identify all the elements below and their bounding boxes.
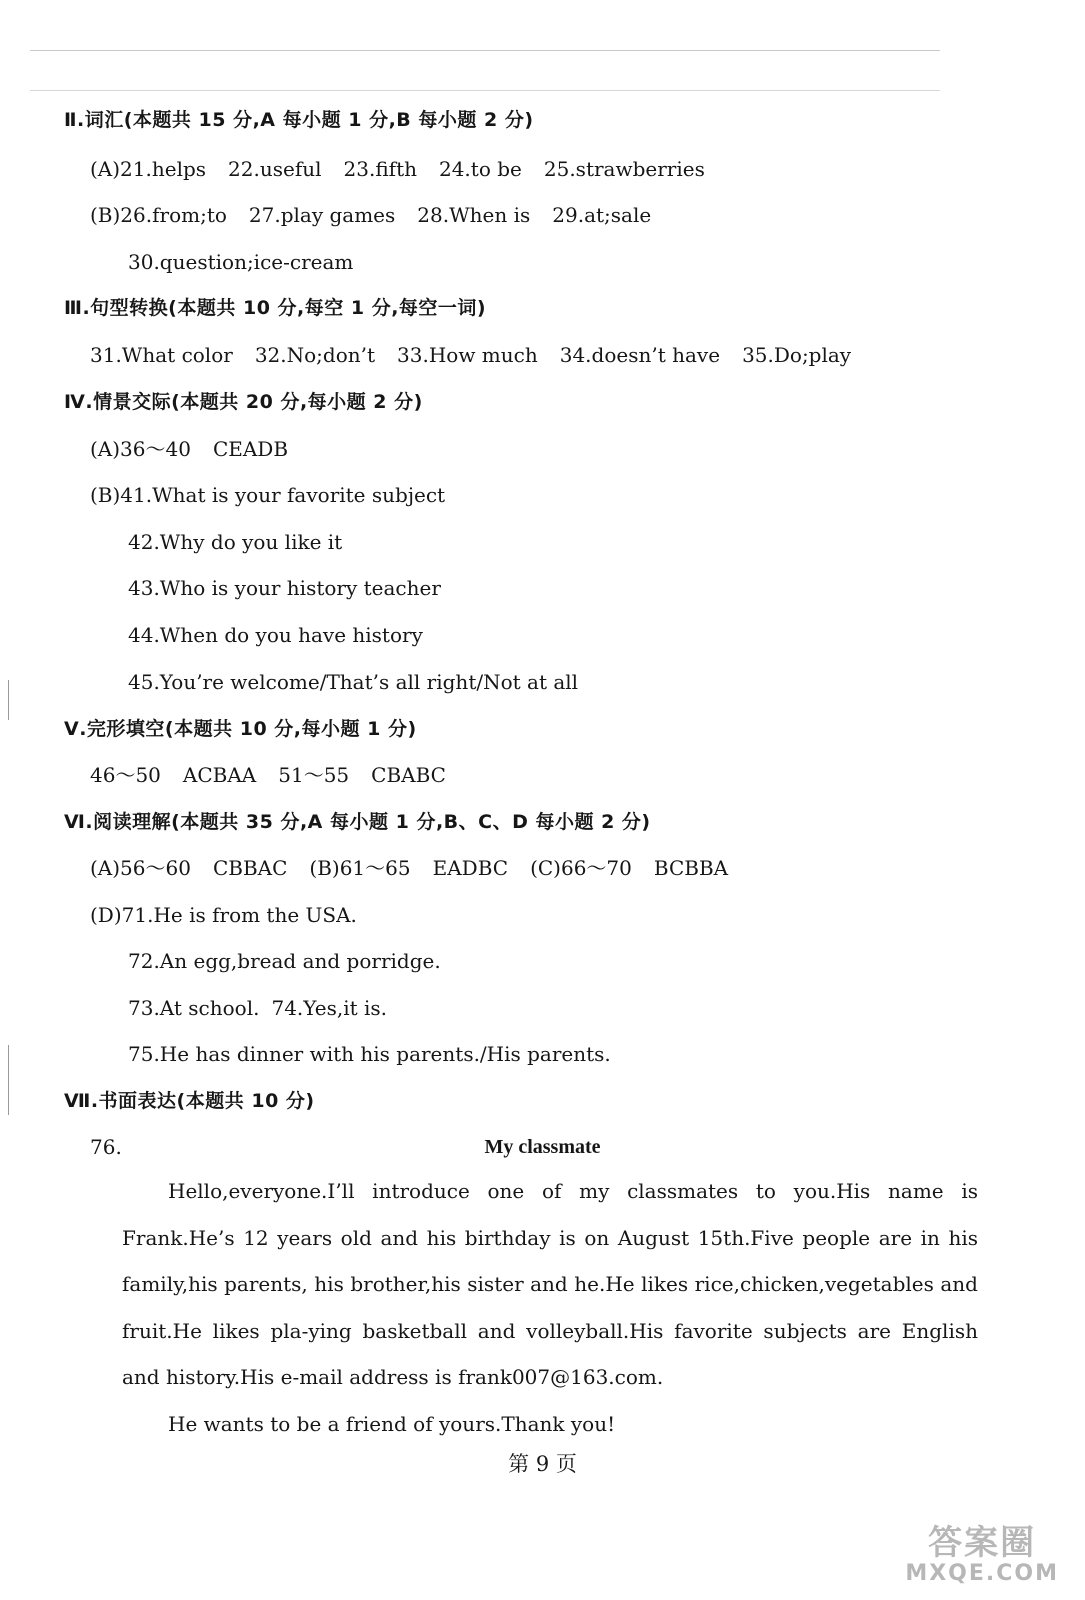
section-4-header: Ⅳ.情景交际(本题共 20 分,每小题 2 分) — [64, 391, 423, 413]
section-2-a-answers — [90, 157, 705, 181]
answer-72: 72.An egg,bread and porridge. — [128, 949, 441, 973]
answer-29: 29.at;sale — [552, 203, 652, 227]
answer-74: 74.Yes,it is. — [271, 996, 388, 1020]
answer-range: (B)61～65 — [309, 856, 411, 880]
section-5-header: Ⅴ.完形填空(本题共 10 分,每小题 1 分) — [64, 718, 417, 740]
margin-mark — [8, 680, 9, 720]
answer-letters: EADBC — [432, 856, 509, 880]
section-4-a-answers — [90, 437, 288, 461]
answer-73: 73.At school. — [128, 996, 260, 1020]
answer-range: (C)66～70 — [530, 856, 632, 880]
section-2-header: Ⅱ.词汇(本题共 15 分,A 每小题 1 分,B 每小题 2 分) — [64, 109, 534, 131]
section-6-header: Ⅵ.阅读理解(本题共 35 分,A 每小题 1 分,B、C、D 每小题 2 分) — [64, 811, 651, 833]
answer-44: 44.When do you have history — [128, 623, 423, 647]
answer-range: 51～55 — [278, 763, 350, 787]
answer-letters: CBABC — [371, 763, 446, 787]
answer-33: 33.How much — [397, 343, 538, 367]
answer-range: 46～50 — [90, 763, 161, 787]
answer-25: 25.strawberries — [543, 157, 705, 181]
answer-35: 35.Do;play — [742, 343, 852, 367]
answer-letters: CBBAC — [212, 856, 288, 880]
watermark-bottom: MXQE.COM — [905, 1561, 1059, 1586]
section-5-answers — [90, 763, 446, 787]
answer-23: 23.fifth — [343, 157, 417, 181]
question-76-number: 76. — [90, 1135, 122, 1159]
essay-body — [122, 1168, 978, 1447]
essay-paragraph-1: Hello,everyone.I’ll introduce one of my classmates to you.His name is Frank.He’s 12 years old and his birthday is on August 15th.Five people are in his family,his parents, his brother,his sister and he.He likes rice,chicken,vegetables and fruit.He likes pla-ying basketball and volleyball.His favorite subjects are English and history.His e-mail address is frank007@163.com. — [122, 1179, 978, 1389]
answer-27: 27.play games — [248, 203, 396, 227]
answer-41: (B)41.What is your favorite subject — [90, 483, 446, 507]
section-7-header: Ⅶ.书面表达(本题共 10 分) — [64, 1090, 315, 1112]
answer-71: (D)71.He is from the USA. — [90, 903, 357, 927]
answer-letters: ACBAA — [182, 763, 257, 787]
page-number: 第 9 页 — [508, 1452, 577, 1476]
answer-43: 43.Who is your history teacher — [128, 576, 441, 600]
answer-73-74 — [128, 996, 387, 1020]
answer-21: (A)21.helps — [90, 157, 207, 181]
watermark-top: 答案圈 — [928, 1523, 1037, 1563]
top-rule — [30, 50, 940, 51]
answer-26: (B)26.from;to — [90, 203, 227, 227]
answer-45: 45.You’re welcome/That’s all right/Not at all — [128, 670, 579, 694]
answer-34: 34.doesn’t have — [559, 343, 721, 367]
watermark-logo — [905, 1524, 1059, 1586]
answer-range: (A)56～60 — [90, 856, 191, 880]
essay-paragraph-2: He wants to be a friend of yours.Thank you! — [168, 1411, 616, 1436]
answer-letters: BCBBA — [653, 856, 729, 880]
essay-title: My classmate — [484, 1136, 601, 1158]
answer-24: 24.to be — [438, 157, 522, 181]
header-rule — [30, 90, 940, 91]
answer-28: 28.When is — [417, 203, 531, 227]
answer-75: 75.He has dinner with his parents./His parents. — [128, 1042, 611, 1066]
section-2-b-answers — [90, 203, 651, 227]
answer-31: 31.What color — [90, 343, 233, 367]
margin-mark — [8, 1045, 9, 1115]
answer-32: 32.No;don’t — [254, 343, 376, 367]
answer-range: (A)36～40 — [90, 437, 191, 461]
answer-letters: CEADB — [212, 437, 289, 461]
section-3-answers — [90, 343, 851, 367]
section-3-header: Ⅲ.句型转换(本题共 10 分,每空 1 分,每空一词) — [64, 297, 487, 319]
answer-30: 30.question;ice-cream — [128, 250, 354, 274]
answer-42: 42.Why do you like it — [128, 530, 343, 554]
section-6-abc-answers — [90, 856, 728, 880]
answer-22: 22.useful — [228, 157, 322, 181]
